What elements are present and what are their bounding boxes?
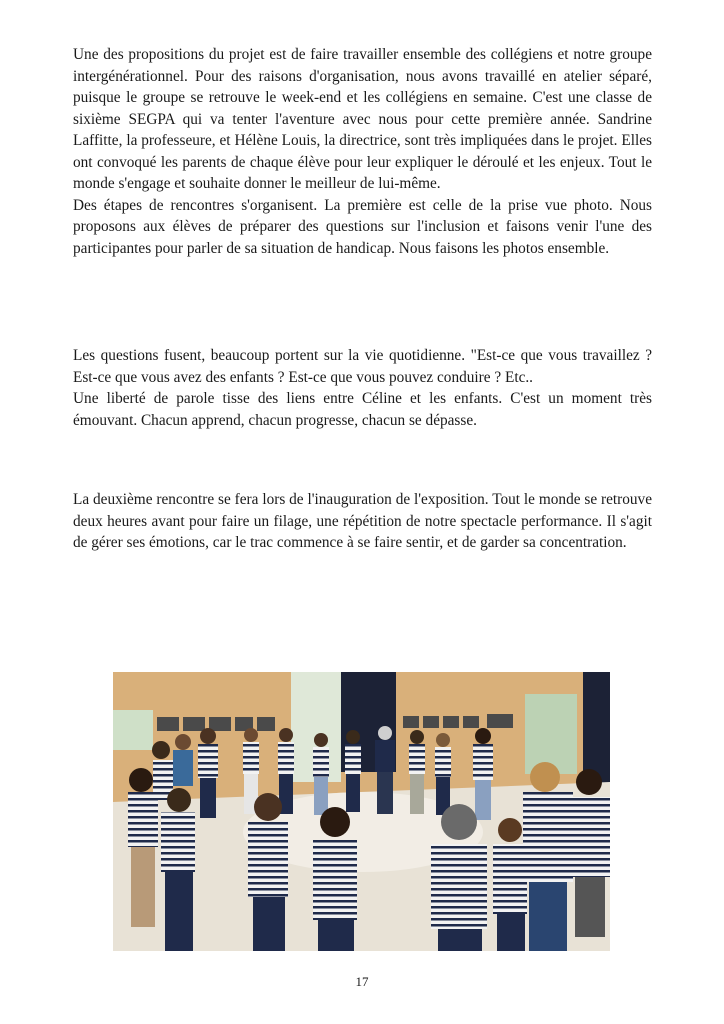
window-right: [525, 694, 577, 774]
photo-illustration: [113, 672, 610, 951]
paragraph: Une liberté de parole tisse des liens entre Céline et les enfants. C'est un moment très émouvant. Chacun apprend, chacun progresse, chacun se dépasse.: [73, 390, 652, 429]
paragraph: Des étapes de rencontres s'organisent. La première est celle de la prise vue photo. Nous proposons aux élèves de préparer des questions sur l'inclusion et faisons venir l'une des participantes pour parler de sa situation de handicap. Nous faisons les photos ensemble.: [73, 196, 652, 257]
paragraph-group-2: [73, 345, 652, 431]
people-back-row: [152, 726, 493, 820]
window-left: [113, 710, 153, 750]
group-circle-photo: [113, 672, 610, 951]
paragraph: Les questions fusent, beaucoup portent sur la vie quotidienne. "Est-ce que vous travaillez ? Est-ce que vous avez des enfants ? Est-ce que vous pouvez conduire ? Etc..: [73, 347, 652, 386]
page-number: 17: [355, 974, 369, 989]
paragraph: La deuxième rencontre se fera lors de l'inauguration de l'exposition. Tout le monde se retrouve deux heures avant pour faire un filage, une répétition de notre spectacle performance. Il s'agit de gérer ses émotions, car le trac commence à se faire sentir, et de garder sa concentration.: [73, 491, 652, 551]
paragraph-group-1: [73, 44, 652, 259]
paragraph-group-3: [73, 489, 652, 554]
paragraph: Une des propositions du projet est de faire travailler ensemble des collégiens et notre groupe intergénérationnel. Pour des raisons d'organisation, nous avons travaillé en atelier séparé, puisque le groupe se retrouve le week-end et les collégiens en semaine. C'est une classe de sixième SEGPA qui va tenter l'aventure avec nous pour cette première année. Sandrine Laffitte, la professeure, et Hélène Louis, la directrice, sont très impliquées dans le projet. Elles ont convoqué les parents de chaque élève pour leur expliquer le déroulé et les enjeux. Tout le monde s'engage et souhaite donner le meilleur de lui-même.: [73, 46, 652, 192]
